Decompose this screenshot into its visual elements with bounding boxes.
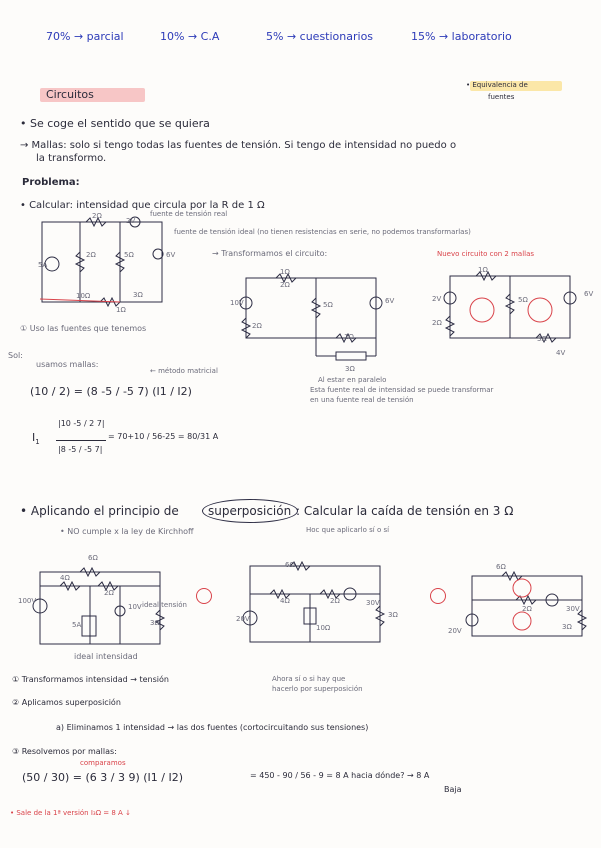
grading-quest: 5% → cuestionarios	[266, 30, 374, 43]
equiv-note-2: fuentes	[488, 93, 515, 101]
cb-label-7: 3Ω	[388, 611, 398, 619]
c1-label-2: 2V	[126, 217, 136, 225]
c1-label-8: 3Ω	[133, 291, 143, 299]
cb-label-4: 20V	[236, 615, 250, 623]
p1-i1-label: I	[32, 431, 36, 444]
p1-det-den: |8 -5 / -5 7|	[58, 445, 103, 454]
ca-label-3: 2Ω	[104, 589, 114, 597]
section-title: Circuitos	[46, 88, 94, 101]
p2-result-b: Baja	[444, 785, 462, 794]
cc-label-1: 6Ω	[496, 563, 506, 571]
series-note: fuente de tensión ideal (no tienen resistencias en serie, no podemos transformarlas)	[174, 228, 471, 236]
problem1-heading: • Calcular: intensidad que circula por la R de 1 Ω	[20, 200, 265, 211]
p2-eq: (50 / 30) = (6 3 / 3 9) (I1 / I2)	[22, 771, 184, 784]
p1-method: ← método matricial	[150, 367, 218, 375]
c3-label-1: 1Ω	[478, 266, 488, 274]
cb-label-6: 30V	[366, 599, 380, 607]
problem-label: Problema:	[22, 177, 80, 188]
c2-label-4: 2Ω	[252, 322, 262, 330]
p2-heading-circled: superposición	[208, 504, 292, 518]
new-circuit-note: Nuevo circuito con 2 mallas	[437, 250, 535, 258]
p1-frac-line	[56, 440, 106, 441]
equiv-note-1: • Equivalencia de	[466, 81, 528, 89]
arrow-circle-2	[430, 588, 446, 604]
c2-label-6: 6V	[385, 297, 395, 305]
c2-label-7: 1Ω	[344, 333, 354, 341]
ca-ideal-i: ideal intensidad	[74, 652, 138, 661]
c3-label-3: 2Ω	[432, 319, 442, 327]
p1-parallel-3: en una fuente real de tensión	[310, 396, 414, 404]
src-note: fuente de tensión real	[150, 210, 228, 218]
p2-result: = 450 - 90 / 56 - 9 = 8 A hacia dónde? → 8 A	[250, 771, 430, 780]
ca-label-7: 3Ω	[150, 619, 160, 627]
c1-label-5: 5Ω	[124, 251, 134, 259]
circuit-1	[40, 214, 170, 314]
cc-label-3: 30V	[566, 605, 580, 613]
p1-sol: Sol:	[8, 351, 23, 360]
p2-circled-1: Ahora sí o si hay que	[272, 675, 346, 683]
p2-step2a: a) Eliminamos 1 intensidad → las dos fuentes (cortocircuitando sus tensiones)	[56, 723, 369, 732]
p1-meshes: usamos mallas:	[36, 360, 99, 369]
circuit-3	[440, 264, 580, 354]
circuit-2	[236, 268, 386, 368]
p1-i1-sub: 1	[35, 438, 40, 447]
c1-label-7: 10Ω	[76, 292, 91, 300]
cc-label-2: 2Ω	[522, 605, 532, 613]
c2-label-3: 10V	[230, 299, 244, 307]
ca-ideal-t: ideal tensión	[142, 601, 187, 609]
grading-lab: 15% → laboratorio	[411, 30, 512, 43]
arrow-circle-1	[196, 588, 212, 604]
c3-label-4: 6V	[584, 290, 594, 298]
cb-label-2: 4Ω	[280, 597, 290, 605]
cb-label-1: 6Ω	[285, 561, 295, 569]
rule-2: → Mallas: solo si tengo todas las fuentes de tensión. Si tengo de intensidad no puedo o	[20, 140, 457, 151]
p2-compare: comparamos	[80, 759, 126, 767]
p2-step2: ② Aplicamos superposición	[12, 698, 121, 707]
c1-label-6: 6V	[166, 251, 176, 259]
cb-label-5: 10Ω	[316, 624, 331, 632]
p2-sub2: Hoc que aplicarlo sí o sí	[306, 526, 390, 534]
p2-circled-2: hacerlo por superposición	[272, 685, 363, 693]
c2-label-5: 5Ω	[323, 301, 333, 309]
c1-label-4: 2Ω	[86, 251, 96, 259]
cc-label-4: 20V	[448, 627, 462, 635]
p2-step3: ③ Resolvemos por mallas:	[12, 747, 117, 756]
p2-step1: ① Transformamos intensidad → tensión	[12, 675, 169, 684]
grading-partial: 70% → parcial	[46, 30, 124, 43]
c3-label-2: 5Ω	[518, 296, 528, 304]
ca-label-1: 6Ω	[88, 554, 98, 562]
p2-heading-a: • Aplicando el principio de	[20, 504, 179, 518]
c3-label-5: 2V	[432, 295, 442, 303]
cb-label-3: 2Ω	[330, 597, 340, 605]
cc-label-5: 3Ω	[562, 623, 572, 631]
transform-note: → Transformamos el circuito:	[212, 249, 328, 258]
ca-label-4: 100V	[18, 597, 37, 605]
p2-heading-b: : Calcular la caída de tensión en 3 Ω	[296, 504, 514, 518]
p1-eq: (10 / 2) = (8 -5 / -5 7) (I1 / I2)	[30, 385, 192, 398]
c2-label-2: 2Ω	[280, 281, 290, 289]
p2-sub: • NO cumple x la ley de Kirchhoff	[60, 527, 194, 536]
c1-label-1: 2Ω	[92, 212, 102, 220]
c3-label-7: 4V	[556, 349, 566, 357]
rule-3: la transformo.	[36, 153, 107, 164]
grading-ca: 10% → C.A	[160, 30, 220, 43]
c2-label-8: 3Ω	[345, 365, 355, 373]
p1-parallel-2: Esta fuente real de intensidad se puede transformar	[310, 386, 494, 394]
c1-label-3: 5A	[38, 261, 48, 269]
c3-label-6: 3Ω	[537, 335, 547, 343]
c1-label-9: 1Ω	[116, 306, 126, 314]
rule-1: • Se coge el sentido que se quiera	[20, 117, 210, 130]
p1-det-num: |10 -5 / 2 7|	[58, 419, 105, 428]
p1-result: = 70+10 / 56-25 = 80/31 A	[108, 432, 219, 441]
p1-parallel-1: Al estar en paralelo	[318, 376, 387, 384]
p2-footer: • Sale de la 1ª versión I₃Ω = 8 A ↓	[10, 809, 131, 817]
c2-label-1: 1Ω	[280, 268, 290, 276]
p1-step1: ① Uso las fuentes que tenemos	[20, 324, 147, 333]
ca-label-6: 10V	[128, 603, 142, 611]
ca-label-5: 5A	[72, 621, 82, 629]
ca-label-2: 4Ω	[60, 574, 70, 582]
p1-i1	[32, 432, 40, 447]
